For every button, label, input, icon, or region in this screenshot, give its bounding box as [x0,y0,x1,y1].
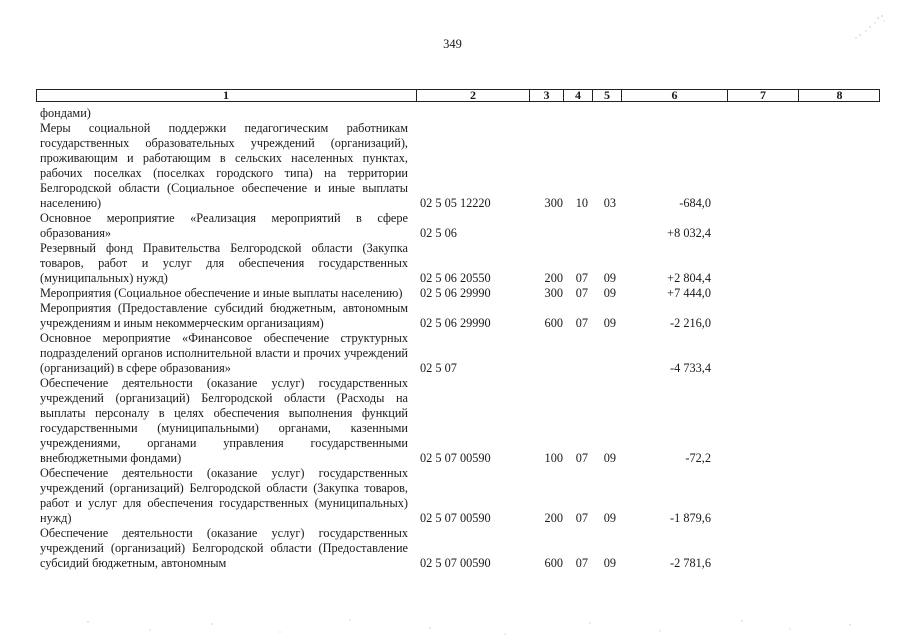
row-description: Основное мероприятие «Реализация мероприятий в сфере образования» [40,211,408,240]
row-amount: -2 216,0 [670,316,711,330]
row-amount: +8 032,4 [667,226,711,240]
table-row [40,211,880,241]
row-subsection: 09 [603,316,616,330]
row-code: 02 5 06 20550 [420,271,491,285]
row-expense-type: 300 [544,196,563,210]
column-header-1: 1 [223,88,229,102]
column-header-6: 6 [621,90,727,101]
row-section: 07 [575,451,588,465]
column-header-2: 2 [416,90,529,101]
row-section: 07 [575,316,588,330]
row-amount: -1 879,6 [670,511,711,525]
row-amount: +7 444,0 [667,286,711,300]
row-section: 07 [575,511,588,525]
table-row [40,331,880,376]
row-description: Обеспечение деятельности (оказание услуг) государственных учреждений (организаций) Белгородской области (Расходы на выплаты персоналу в целях обеспечения выполнения функций государственными (муниципальными) органами, казенными учреждениями, органами управления государственными внебюджетными фондами) [40,376,408,465]
table-row [40,526,880,571]
column-header-8: 8 [798,90,880,101]
table-row [40,106,880,121]
table-row [40,466,880,526]
row-description: Мероприятия (Социальное обеспечение и иные выплаты населению) [40,286,403,300]
row-expense-type: 300 [544,286,563,300]
row-code: 02 5 06 29990 [420,286,491,300]
table-column-header [36,89,880,102]
row-amount: -4 733,4 [670,361,711,375]
column-header-3: 3 [529,90,563,101]
row-code: 02 5 07 00590 [420,451,491,465]
row-expense-type: 200 [544,511,563,525]
row-subsection: 09 [603,271,616,285]
row-description: фондами) [40,106,91,120]
row-description: Резервный фонд Правительства Белгородской области (Закупка товаров, работ и услуг для обеспечения государственных (муниципальных) нужд) [40,241,408,285]
row-subsection: 09 [603,286,616,300]
row-expense-type: 200 [544,271,563,285]
row-code: 02 5 06 29990 [420,316,491,330]
row-section: 07 [575,556,588,570]
row-subsection: 03 [603,196,616,210]
row-expense-type: 100 [544,451,563,465]
column-header-4: 4 [563,90,592,101]
row-code: 02 5 05 12220 [420,196,491,210]
page-number: 349 [443,37,462,51]
row-code: 02 5 07 00590 [420,511,491,525]
row-description: Обеспечение деятельности (оказание услуг) государственных учреждений (организаций) Белгородской области (Предоставление субсидий бюджетным, автономным [40,526,408,570]
row-description: Основное мероприятие «Финансовое обеспечение структурных подразделений органов исполнительной власти и прочих учреждений (организаций) в сфере образования» [40,331,408,375]
row-description: Меры социальной поддержки педагогическим работникам государственных образовательных учреждений (организаций), проживающим и работающим в сельских населенных пунктах, рабочих поселках (поселках городского типа) на территории Белгородской области (Социальное обеспечение и иные выплаты населению) [40,121,408,210]
row-section: 10 [575,196,588,210]
row-amount: -2 781,6 [670,556,711,570]
row-expense-type: 600 [544,316,563,330]
row-code: 02 5 07 [420,361,457,375]
row-description: Обеспечение деятельности (оказание услуг) государственных учреждений (организаций) Белгородской области (Закупка товаров, работ и услуг для обеспечения государственных (муниципальных) нужд) [40,466,408,525]
table-row [40,121,880,211]
budget-table-body [40,106,880,571]
row-description: Мероприятия (Предоставление субсидий бюджетным, автономным учреждениям и иным некоммерческим организациям) [40,301,408,330]
row-section: 07 [575,271,588,285]
scan-noise-mark [848,14,888,42]
row-code: 02 5 07 00590 [420,556,491,570]
row-subsection: 09 [603,511,616,525]
table-row [40,376,880,466]
column-header-5: 5 [592,90,621,101]
table-row [40,286,880,301]
column-header-7: 7 [727,90,798,101]
row-amount: -72,2 [685,451,711,465]
row-amount: +2 804,4 [667,271,711,285]
table-row [40,241,880,286]
row-amount: -684,0 [679,196,711,210]
table-row [40,301,880,331]
row-subsection: 09 [603,556,616,570]
row-code: 02 5 06 [420,226,457,240]
row-section: 07 [575,286,588,300]
scan-noise-bottom [0,612,905,640]
row-subsection: 09 [603,451,616,465]
row-expense-type: 600 [544,556,563,570]
